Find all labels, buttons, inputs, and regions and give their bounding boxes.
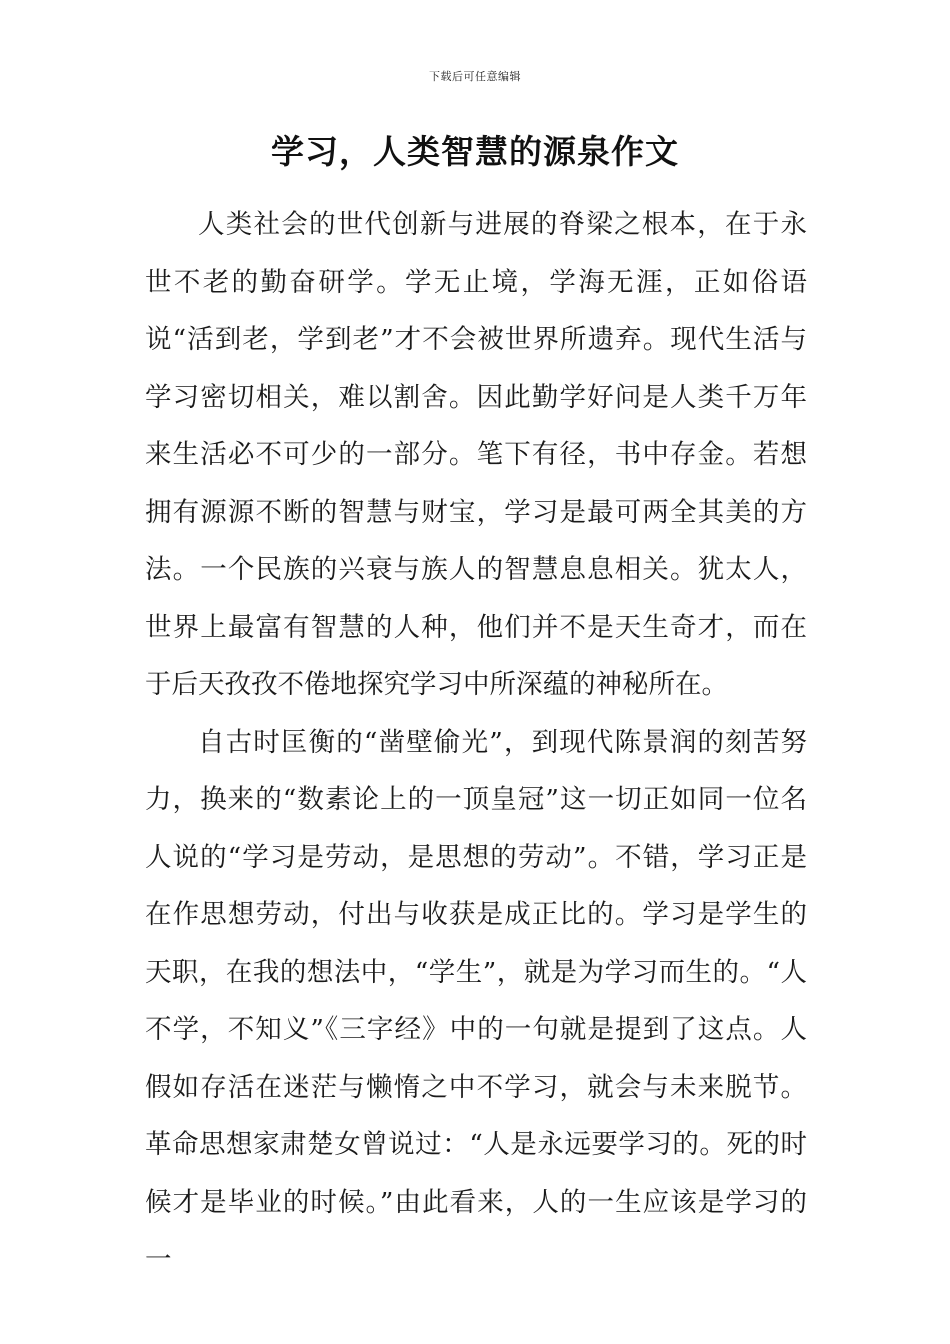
paragraph-2: 自古时匡衡的“凿壁偷光”，到现代陈景润的刻苦努力，换来的“数素论上的一顶皇冠”这一切正如同一位名人说的“学习是劳动，是思想的劳动”。不错，学习正是在作思想劳动，付出与收获是成正比的。学习是学生的天职，在我的想法中，“学生”，就是为学习而生的。“人不学，不知义”《三字经》中的一句就是提到了这点。人假如存活在迷茫与懒惰之中不学习，就会与未来脱节。革命思想家肃楚女曾说过：“人是永远要学习的。死的时候才是毕业的时候。”由此看来，人的一生应该是学习的一 [145, 726, 807, 1275]
header-note: 下载后可任意编辑 [429, 70, 521, 83]
document-title: 学习，人类智慧的源泉作文 [271, 132, 679, 171]
document-body [145, 196, 807, 1289]
paragraph-1: 人类社会的世代创新与进展的脊梁之根本，在于永世不老的勤奋研学。学无止境，学海无涯，正如俗语说“活到老，学到老”才不会被世界所遗弃。现代生活与学习密切相关，难以割舍。因此勤学好问是人类千万年来生活必不可少的一部分。笔下有径，书中存金。若想拥有源源不断的智慧与财宝，学习是最可两全其美的方法。一个民族的兴衰与族人的智慧息息相关。犹太人，世界上最富有智慧的人种，他们并不是天生奇才，而在于后天孜孜不倦地探究学习中所深蕴的神秘所在。 [145, 209, 807, 700]
